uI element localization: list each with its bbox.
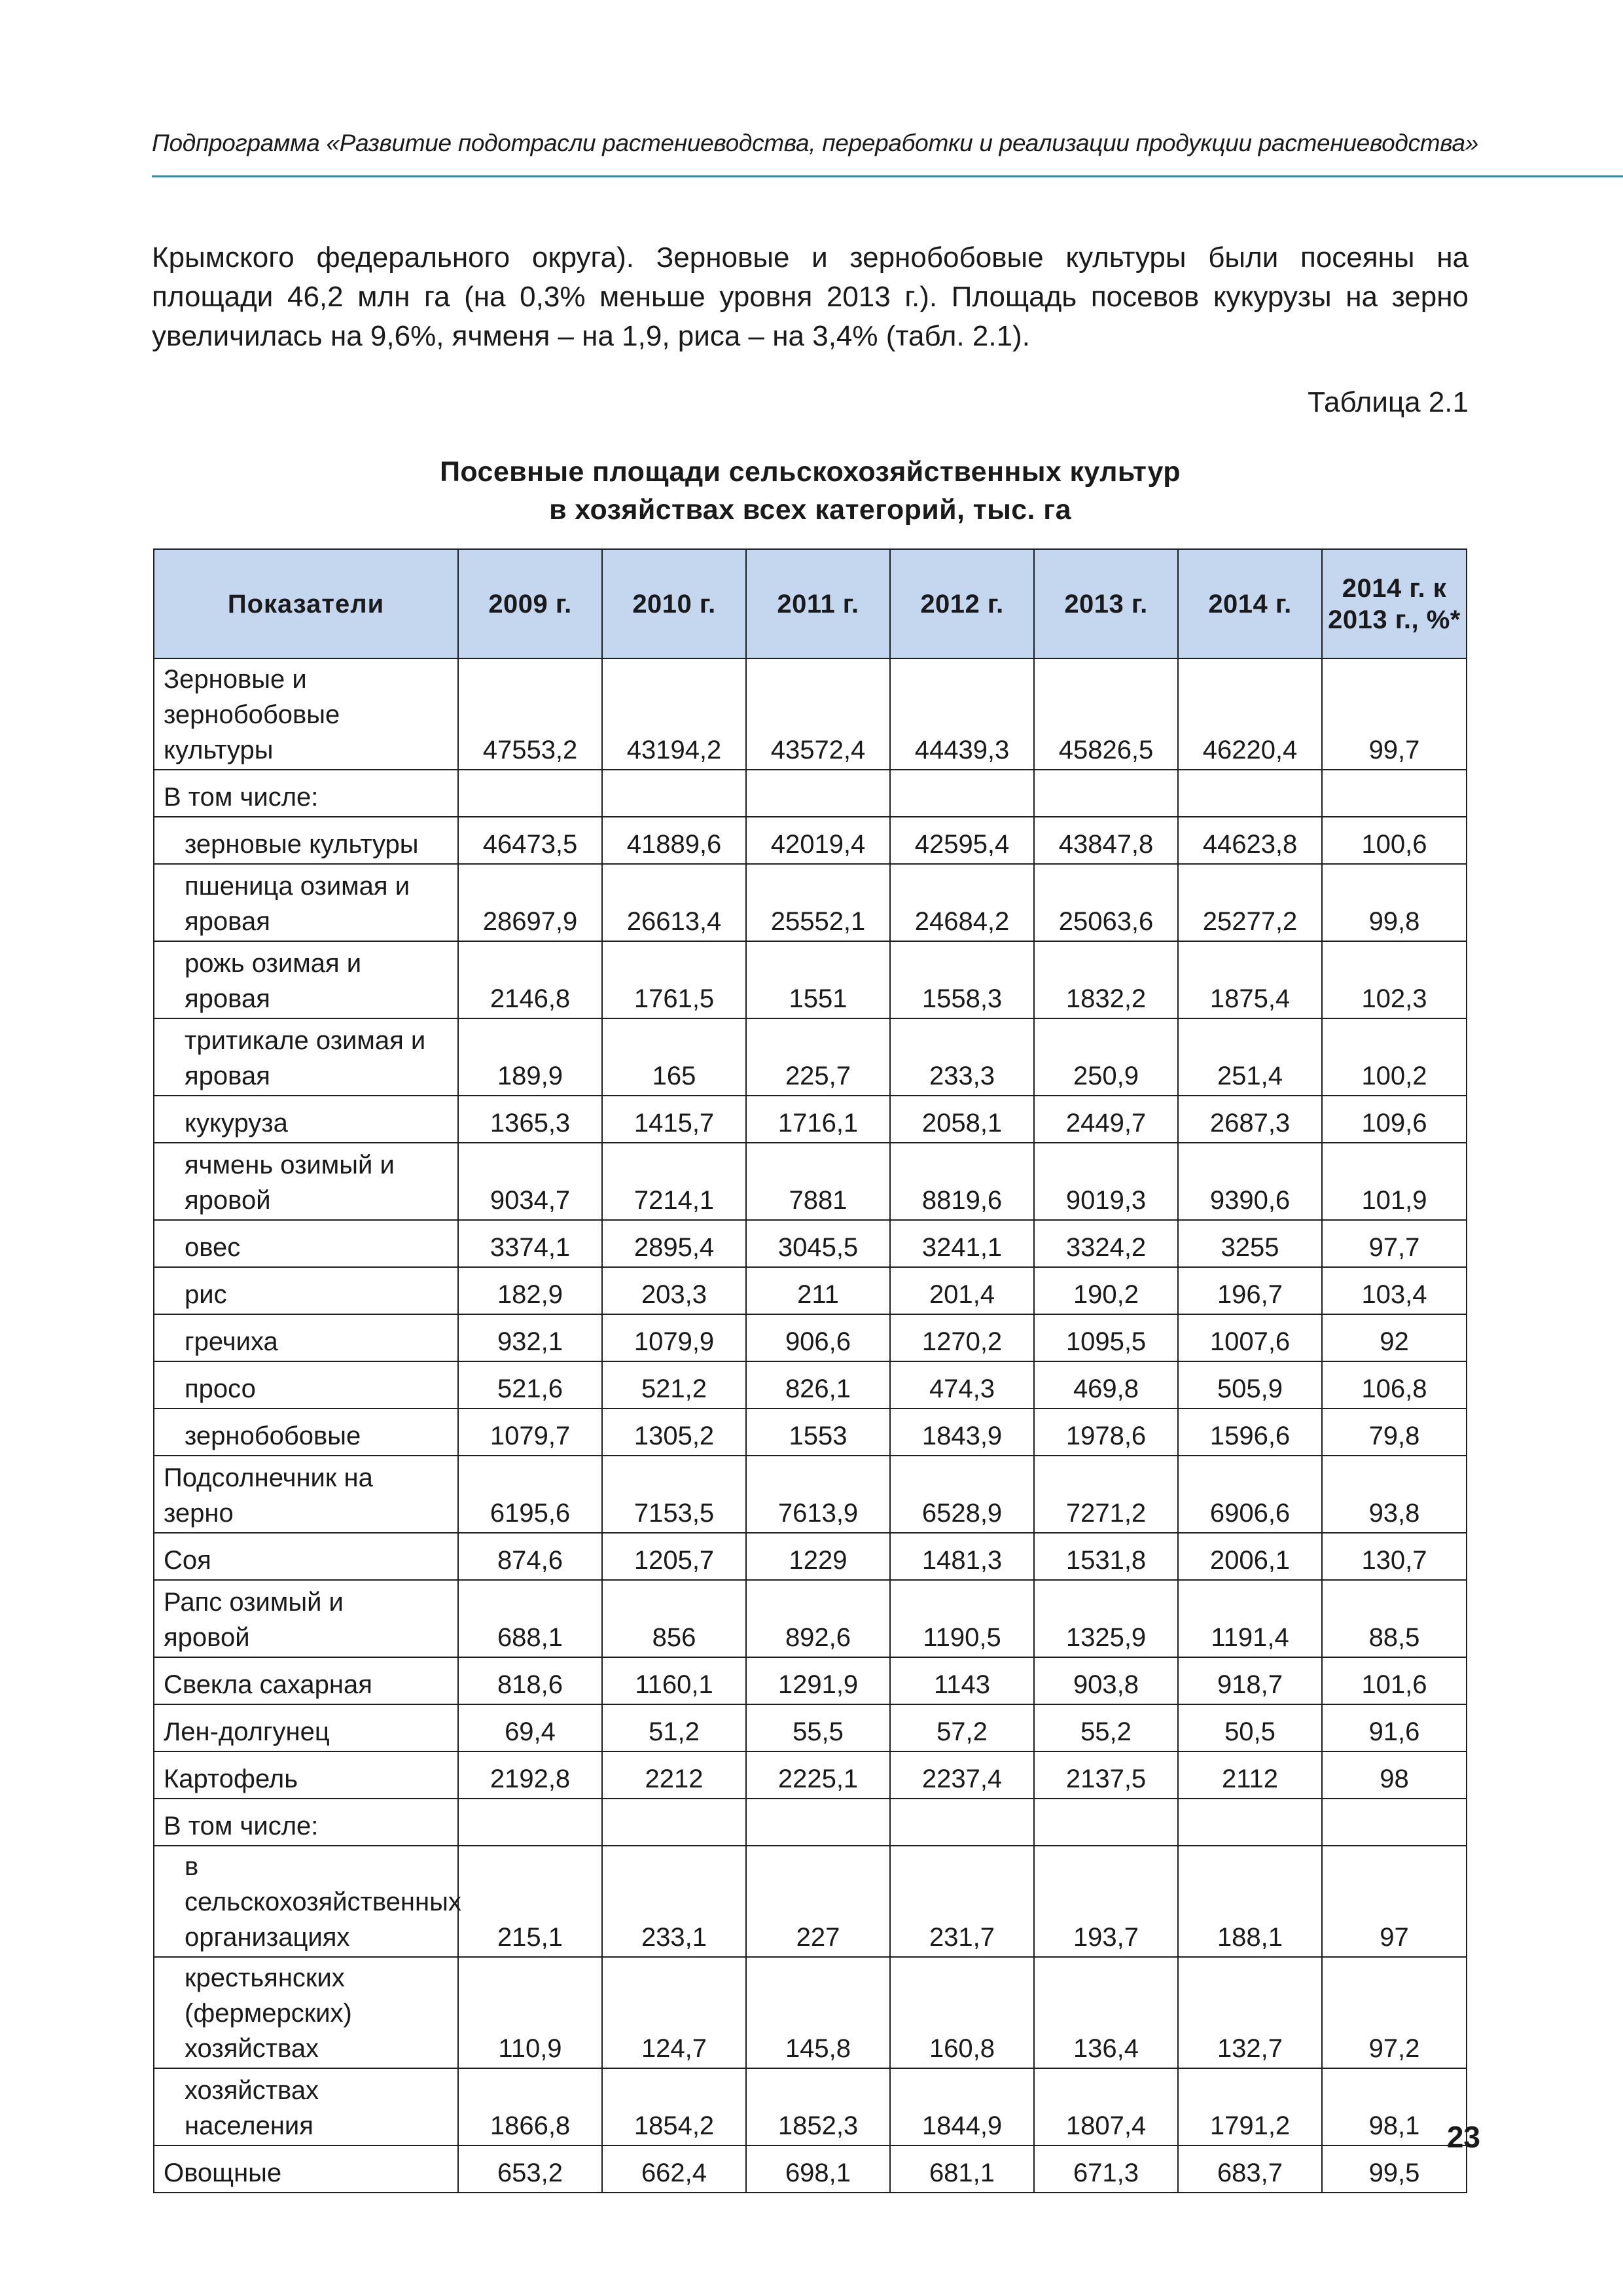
- row-label: [154, 1220, 458, 1267]
- cell-value: 521,2: [602, 1361, 746, 1408]
- row-label: [154, 1580, 458, 1657]
- row-label: [154, 1096, 458, 1143]
- row-label-text: Рапс озимый и яровой: [164, 1588, 344, 1652]
- cell-value: 193,7: [1034, 1846, 1178, 1957]
- cell-value: 3374,1: [458, 1220, 602, 1267]
- cell-value: 1551: [746, 941, 890, 1018]
- cell-value: 1852,3: [746, 2068, 890, 2145]
- page-number: 23: [1446, 2120, 1480, 2154]
- cell-change-percent: 98: [1322, 1751, 1467, 1799]
- row-label: [154, 1799, 458, 1846]
- cell-value: 1270,2: [890, 1314, 1034, 1361]
- cell-value: 44439,3: [890, 658, 1034, 770]
- cell-value: 25552,1: [746, 864, 890, 941]
- cell-change-percent: 91,6: [1322, 1704, 1467, 1751]
- cell-value: 43572,4: [746, 658, 890, 770]
- cell-change-percent: 98,1: [1322, 2068, 1467, 2145]
- cell-value: 227: [746, 1846, 890, 1957]
- cell-value: 201,4: [890, 1267, 1034, 1314]
- row-label-text: крестьянских (фермерских) хозяйствах: [185, 1964, 352, 2063]
- row-label-text: рис: [185, 1280, 227, 1309]
- cell-value: 1079,7: [458, 1408, 602, 1456]
- cell-value: 9034,7: [458, 1143, 602, 1220]
- cell-value: 69,4: [458, 1704, 602, 1751]
- sown-area-table: [153, 548, 1467, 2193]
- cell-change-percent: 109,6: [1322, 1096, 1467, 1143]
- cell-value: 28697,9: [458, 864, 602, 941]
- cell-change-percent: 93,8: [1322, 1456, 1467, 1533]
- table-number: Таблица 2.1: [1308, 386, 1469, 418]
- cell-value: 190,2: [1034, 1267, 1178, 1314]
- cell-value: 1229: [746, 1533, 890, 1580]
- cell-value: 57,2: [890, 1704, 1034, 1751]
- header-year-2009: 2009 г.: [458, 549, 602, 658]
- cell-value: 1415,7: [602, 1096, 746, 1143]
- cell-value: 474,3: [890, 1361, 1034, 1408]
- cell-value: 24684,2: [890, 864, 1034, 941]
- cell-value: 681,1: [890, 2145, 1034, 2193]
- cell-value: 42595,4: [890, 817, 1034, 864]
- cell-change-percent: 130,7: [1322, 1533, 1467, 1580]
- cell-value: 2192,8: [458, 1751, 602, 1799]
- table-row: [154, 941, 1467, 1018]
- row-label-text: В том числе:: [164, 1812, 319, 1840]
- cell-value: 182,9: [458, 1267, 602, 1314]
- row-label-text: ячмень озимый и яровой: [185, 1151, 395, 1215]
- table-row: [154, 1580, 1467, 1657]
- cell-change-percent: 97,2: [1322, 1957, 1467, 2068]
- cell-value: 46220,4: [1178, 658, 1322, 770]
- cell-change-percent: 103,4: [1322, 1267, 1467, 1314]
- cell-value: 1325,9: [1034, 1580, 1178, 1657]
- cell-value: 683,7: [1178, 2145, 1322, 2193]
- cell-value: [458, 1799, 602, 1846]
- cell-value: 47553,2: [458, 658, 602, 770]
- row-label: [154, 770, 458, 817]
- table-row: [154, 817, 1467, 864]
- cell-value: 874,6: [458, 1533, 602, 1580]
- cell-value: 653,2: [458, 2145, 602, 2193]
- row-label: [154, 1957, 458, 2068]
- cell-change-percent: 99,5: [1322, 2145, 1467, 2193]
- cell-change-percent: 102,3: [1322, 941, 1467, 1018]
- cell-value: 1095,5: [1034, 1314, 1178, 1361]
- cell-value: 211: [746, 1267, 890, 1314]
- cell-value: 9019,3: [1034, 1143, 1178, 1220]
- cell-change-percent: 79,8: [1322, 1408, 1467, 1456]
- table-row: [154, 1361, 1467, 1408]
- cell-value: 2146,8: [458, 941, 602, 1018]
- table-row: [154, 1846, 1467, 1957]
- cell-value: 132,7: [1178, 1957, 1322, 2068]
- cell-value: 7271,2: [1034, 1456, 1178, 1533]
- cell-change-percent: 97: [1322, 1846, 1467, 1957]
- cell-change-percent: 97,7: [1322, 1220, 1467, 1267]
- row-label: [154, 1143, 458, 1220]
- cell-value: 1791,2: [1178, 2068, 1322, 2145]
- row-label-text: рожь озимая и яровая: [185, 949, 362, 1013]
- cell-value: 3324,2: [1034, 1220, 1178, 1267]
- row-label: [154, 1846, 461, 1957]
- table-row: [154, 1096, 1467, 1143]
- row-label: [154, 1533, 458, 1580]
- cell-value: 51,2: [602, 1704, 746, 1751]
- cell-value: [602, 770, 746, 817]
- cell-value: 856: [602, 1580, 746, 1657]
- cell-value: 225,7: [746, 1018, 890, 1096]
- table-row: [154, 770, 1467, 817]
- table-row: [154, 1657, 1467, 1704]
- header-change-percent: 2014 г. к 2013 г., %*: [1322, 549, 1467, 658]
- row-label: [154, 1018, 458, 1096]
- cell-value: 2225,1: [746, 1751, 890, 1799]
- cell-value: 671,3: [1034, 2145, 1178, 2193]
- cell-value: 41889,6: [602, 817, 746, 864]
- header-year-2014: 2014 г.: [1178, 549, 1322, 658]
- cell-value: 1716,1: [746, 1096, 890, 1143]
- row-label: [154, 864, 458, 941]
- cell-value: 7214,1: [602, 1143, 746, 1220]
- cell-value: 1305,2: [602, 1408, 746, 1456]
- cell-value: 2449,7: [1034, 1096, 1178, 1143]
- cell-value: [458, 770, 602, 817]
- row-label: [154, 1456, 458, 1533]
- cell-value: 903,8: [1034, 1657, 1178, 1704]
- cell-value: 469,8: [1034, 1361, 1178, 1408]
- cell-value: 688,1: [458, 1580, 602, 1657]
- row-label-text: Овощные: [164, 2159, 282, 2187]
- row-label: [154, 817, 458, 864]
- cell-value: 1978,6: [1034, 1408, 1178, 1456]
- cell-value: 521,6: [458, 1361, 602, 1408]
- row-label: [154, 1704, 458, 1751]
- cell-value: 189,9: [458, 1018, 602, 1096]
- row-label: [154, 1657, 458, 1704]
- cell-change-percent: 100,2: [1322, 1018, 1467, 1096]
- cell-value: 6906,6: [1178, 1456, 1322, 1533]
- table-row: [154, 2068, 1467, 2145]
- table-row: [154, 1957, 1467, 2068]
- cell-value: 662,4: [602, 2145, 746, 2193]
- cell-value: 8819,6: [890, 1143, 1034, 1220]
- cell-value: 3255: [1178, 1220, 1322, 1267]
- cell-value: [890, 770, 1034, 817]
- cell-value: 2237,4: [890, 1751, 1034, 1799]
- header-year-2011: 2011 г.: [746, 549, 890, 658]
- table-row: [154, 1751, 1467, 1799]
- row-label-text: Соя: [164, 1546, 211, 1575]
- row-label-text: зернобобовые: [185, 1422, 361, 1450]
- cell-value: 233,1: [602, 1846, 746, 1957]
- cell-value: 231,7: [890, 1846, 1034, 1957]
- cell-value: 1079,9: [602, 1314, 746, 1361]
- cell-value: 196,7: [1178, 1267, 1322, 1314]
- cell-value: 1205,7: [602, 1533, 746, 1580]
- cell-value: 698,1: [746, 2145, 890, 2193]
- cell-value: 160,8: [890, 1957, 1034, 2068]
- cell-value: 55,2: [1034, 1704, 1178, 1751]
- cell-value: 9390,6: [1178, 1143, 1322, 1220]
- table-row: [154, 1799, 1467, 1846]
- intro-paragraph: Крымского федерального округа). Зерновые и зернобобовые культуры были посеяны на площади 46,2 млн га (на 0,3% меньше уровня 2013 г.). Площадь посевов кукурузы на зерно увеличилась на 9,6%, ячменя – на 1,9, риса – на 3,4% (табл. 2.1).: [152, 242, 1469, 352]
- header-year-2013: 2013 г.: [1034, 549, 1178, 658]
- table-title: [152, 453, 1469, 529]
- cell-value: 1190,5: [890, 1580, 1034, 1657]
- table-row: [154, 1533, 1467, 1580]
- cell-value: 25277,2: [1178, 864, 1322, 941]
- cell-change-percent: [1322, 1799, 1467, 1846]
- cell-value: [602, 1799, 746, 1846]
- table-row: [154, 1018, 1467, 1096]
- cell-value: 203,3: [602, 1267, 746, 1314]
- header-year-2010: 2010 г.: [602, 549, 746, 658]
- row-label-text: тритикале озимая и яровая: [185, 1026, 426, 1090]
- cell-value: 165: [602, 1018, 746, 1096]
- row-label-text: овес: [185, 1233, 241, 1262]
- cell-value: 1832,2: [1034, 941, 1178, 1018]
- table-title-line-2: в хозяйствах всех категорий, тыс. га: [549, 494, 1071, 526]
- cell-value: [1178, 1799, 1322, 1846]
- table-body: [154, 658, 1467, 2193]
- cell-value: 818,6: [458, 1657, 602, 1704]
- cell-value: 44623,8: [1178, 817, 1322, 864]
- cell-change-percent: [1322, 770, 1467, 817]
- cell-value: 505,9: [1178, 1361, 1322, 1408]
- cell-value: 1844,9: [890, 2068, 1034, 2145]
- cell-value: 892,6: [746, 1580, 890, 1657]
- cell-value: 2112: [1178, 1751, 1322, 1799]
- cell-value: 2058,1: [890, 1096, 1034, 1143]
- row-label: [154, 1408, 458, 1456]
- table-header-row: [154, 549, 1467, 658]
- row-label-text: Картофель: [164, 1765, 298, 1793]
- header-divider: [152, 175, 1623, 177]
- cell-value: 1365,3: [458, 1096, 602, 1143]
- cell-value: 1807,4: [1034, 2068, 1178, 2145]
- table-row: [154, 1267, 1467, 1314]
- cell-change-percent: 92: [1322, 1314, 1467, 1361]
- cell-value: 2006,1: [1178, 1533, 1322, 1580]
- cell-value: 26613,4: [602, 864, 746, 941]
- cell-value: [746, 770, 890, 817]
- cell-change-percent: 99,7: [1322, 658, 1467, 770]
- table-row: [154, 864, 1467, 941]
- cell-value: 2895,4: [602, 1220, 746, 1267]
- table-row: [154, 1704, 1467, 1751]
- row-label-text: В том числе:: [164, 783, 319, 812]
- cell-value: 6528,9: [890, 1456, 1034, 1533]
- table-row: [154, 1143, 1467, 1220]
- cell-value: 1291,9: [746, 1657, 890, 1704]
- header-year-2012: 2012 г.: [890, 549, 1034, 658]
- row-label-text: Подсолнечник на зерно: [164, 1463, 373, 1528]
- cell-value: 1875,4: [1178, 941, 1322, 1018]
- cell-value: 136,4: [1034, 1957, 1178, 2068]
- cell-value: 188,1: [1178, 1846, 1322, 1957]
- cell-value: 43847,8: [1034, 817, 1178, 864]
- cell-value: 45826,5: [1034, 658, 1178, 770]
- cell-value: [890, 1799, 1034, 1846]
- cell-value: 918,7: [1178, 1657, 1322, 1704]
- cell-value: 1866,8: [458, 2068, 602, 2145]
- header-indicators: Показатели: [154, 549, 458, 658]
- row-label: [154, 658, 458, 770]
- cell-value: 7613,9: [746, 1456, 890, 1533]
- row-label-text: хозяйствах населения: [185, 2076, 319, 2140]
- cell-value: 251,4: [1178, 1018, 1322, 1096]
- cell-value: 826,1: [746, 1361, 890, 1408]
- cell-value: 3045,5: [746, 1220, 890, 1267]
- cell-value: 2212: [602, 1751, 746, 1799]
- cell-value: 906,6: [746, 1314, 890, 1361]
- cell-value: 1531,8: [1034, 1533, 1178, 1580]
- cell-value: 1007,6: [1178, 1314, 1322, 1361]
- cell-value: 145,8: [746, 1957, 890, 2068]
- cell-value: 1553: [746, 1408, 890, 1456]
- cell-value: 110,9: [458, 1957, 602, 2068]
- cell-value: 43194,2: [602, 658, 746, 770]
- row-label-text: в сельскохозяйственных организациях: [185, 1852, 461, 1952]
- row-label-text: кукуруза: [185, 1109, 288, 1138]
- row-label: [154, 1751, 458, 1799]
- row-label: [154, 1267, 458, 1314]
- running-title: Подпрограмма «Развитие подотрасли растениеводства, переработки и реализации продукции растениеводства»: [152, 130, 1479, 156]
- cell-value: [746, 1799, 890, 1846]
- cell-value: 1854,2: [602, 2068, 746, 2145]
- cell-value: 124,7: [602, 1957, 746, 2068]
- row-label-text: Лен-долгунец: [164, 1717, 330, 1746]
- cell-value: 25063,6: [1034, 864, 1178, 941]
- cell-change-percent: 106,8: [1322, 1361, 1467, 1408]
- cell-value: 1160,1: [602, 1657, 746, 1704]
- cell-value: 1558,3: [890, 941, 1034, 1018]
- row-label-text: пшеница озимая и яровая: [185, 872, 410, 936]
- table-row: [154, 1456, 1467, 1533]
- cell-value: 1481,3: [890, 1533, 1034, 1580]
- cell-change-percent: 100,6: [1322, 817, 1467, 864]
- cell-value: 42019,4: [746, 817, 890, 864]
- row-label-text: Свекла сахарная: [164, 1670, 372, 1699]
- row-label: [154, 2145, 458, 2193]
- cell-value: 250,9: [1034, 1018, 1178, 1096]
- cell-value: 932,1: [458, 1314, 602, 1361]
- cell-value: 2137,5: [1034, 1751, 1178, 1799]
- row-label: [154, 2068, 458, 2145]
- cell-value: [1178, 770, 1322, 817]
- row-label: [154, 1361, 458, 1408]
- table-row: [154, 1220, 1467, 1267]
- table-row: [154, 658, 1467, 770]
- cell-value: 46473,5: [458, 817, 602, 864]
- cell-change-percent: 101,6: [1322, 1657, 1467, 1704]
- cell-change-percent: 101,9: [1322, 1143, 1467, 1220]
- cell-value: 1843,9: [890, 1408, 1034, 1456]
- cell-value: [1034, 1799, 1178, 1846]
- cell-value: [1034, 770, 1178, 817]
- row-label-text: Зерновые и зернобобовые культуры: [164, 665, 340, 764]
- cell-value: 233,3: [890, 1018, 1034, 1096]
- table-row: [154, 2145, 1467, 2193]
- cell-value: 7153,5: [602, 1456, 746, 1533]
- table-title-line-1: Посевные площади сельскохозяйственных культур: [440, 456, 1181, 488]
- cell-value: 1191,4: [1178, 1580, 1322, 1657]
- cell-value: 1761,5: [602, 941, 746, 1018]
- cell-value: 2687,3: [1178, 1096, 1322, 1143]
- cell-change-percent: 99,8: [1322, 864, 1467, 941]
- cell-change-percent: 88,5: [1322, 1580, 1467, 1657]
- row-label: [154, 941, 458, 1018]
- row-label-text: гречиха: [185, 1327, 278, 1356]
- row-label-text: просо: [185, 1374, 256, 1403]
- table-row: [154, 1314, 1467, 1361]
- cell-value: 1143: [890, 1657, 1034, 1704]
- cell-value: 7881: [746, 1143, 890, 1220]
- cell-value: 3241,1: [890, 1220, 1034, 1267]
- table-row: [154, 1408, 1467, 1456]
- cell-value: 215,1: [458, 1846, 602, 1957]
- cell-value: 6195,6: [458, 1456, 602, 1533]
- row-label: [154, 1314, 458, 1361]
- cell-value: 55,5: [746, 1704, 890, 1751]
- row-label-text: зерновые культуры: [185, 830, 419, 859]
- cell-value: 50,5: [1178, 1704, 1322, 1751]
- cell-value: 1596,6: [1178, 1408, 1322, 1456]
